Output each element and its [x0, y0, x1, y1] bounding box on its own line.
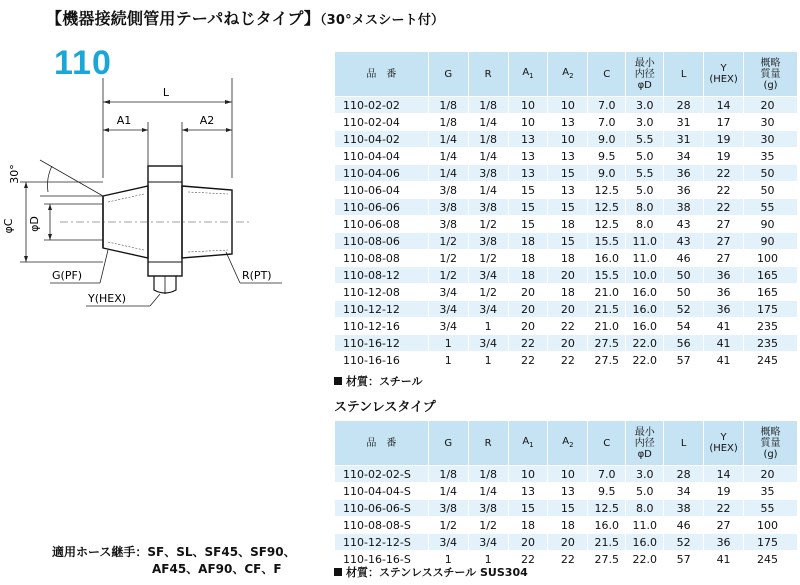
- table-cell: 1: [428, 551, 468, 568]
- table-cell: 100: [744, 517, 798, 534]
- table-cell: 9.5: [588, 148, 626, 165]
- table-cell: 16.0: [626, 301, 664, 318]
- table-cell: 31: [664, 114, 704, 131]
- table-cell: 1/4: [428, 483, 468, 500]
- table-cell: 20: [548, 301, 588, 318]
- table-cell: 3/8: [428, 216, 468, 233]
- table-cell: 13: [508, 483, 548, 500]
- table-row: [335, 466, 798, 483]
- table-cell: 22: [508, 352, 548, 369]
- table-cell: 1: [428, 335, 468, 352]
- table-row: [335, 483, 798, 500]
- table-cell: 11.0: [626, 250, 664, 267]
- table-cell: 110-16-12: [335, 335, 429, 352]
- table-row: [335, 301, 798, 318]
- header-c: C: [588, 52, 626, 97]
- table-cell: 7.0: [588, 466, 626, 483]
- table-cell: 1/8: [428, 466, 468, 483]
- dim-l-label: L: [162, 86, 170, 99]
- table-cell: 1/4: [468, 483, 508, 500]
- table-cell: 110-04-04-S: [335, 483, 429, 500]
- table-cell: 110-06-04: [335, 182, 429, 199]
- table-cell: 28: [664, 466, 704, 483]
- table-cell: 13: [508, 148, 548, 165]
- table-cell: 110-16-16-S: [335, 551, 429, 568]
- table-cell: 22: [704, 500, 744, 517]
- table-cell: 38: [664, 199, 704, 216]
- g-label: G(PF): [52, 269, 83, 282]
- table-cell: 3/8: [428, 182, 468, 199]
- header-weight: 概略 質量 (g): [744, 52, 798, 97]
- table-cell: 110-12-12-S: [335, 534, 429, 551]
- table-cell: 175: [744, 301, 798, 318]
- table-row: [335, 335, 798, 352]
- table-cell: 22: [704, 182, 744, 199]
- table-cell: 3/4: [428, 284, 468, 301]
- header-r: R: [468, 421, 508, 466]
- table-row: [335, 114, 798, 131]
- table-cell: 43: [664, 233, 704, 250]
- table-cell: 16.0: [588, 517, 626, 534]
- table-cell: 10: [508, 97, 548, 114]
- table-cell: 16.0: [588, 250, 626, 267]
- table-cell: 15: [548, 199, 588, 216]
- table-row: [335, 199, 798, 216]
- table-cell: 13: [508, 165, 548, 182]
- table-cell: 12.5: [588, 199, 626, 216]
- y-hex-label: Y(HEX): [88, 292, 127, 305]
- table-cell: 1/8: [468, 97, 508, 114]
- table-cell: 20: [548, 534, 588, 551]
- table-cell: 22: [704, 165, 744, 182]
- table-cell: 3/4: [468, 301, 508, 318]
- table-cell: 15: [508, 216, 548, 233]
- angle-label: 30°: [8, 164, 21, 184]
- table-cell: 9.5: [588, 483, 626, 500]
- table-cell: 50: [744, 165, 798, 182]
- table-cell: 13: [548, 483, 588, 500]
- table-cell: 57: [664, 352, 704, 369]
- header-d: 最小 内径 φD: [626, 52, 664, 97]
- table-cell: 1/8: [468, 466, 508, 483]
- table-cell: 16.0: [626, 534, 664, 551]
- table-cell: 110-06-06-S: [335, 500, 429, 517]
- table-cell: 3.0: [626, 97, 664, 114]
- header-y: Y (HEX): [704, 421, 744, 466]
- table-cell: 1/4: [428, 131, 468, 148]
- header-r: R: [468, 52, 508, 97]
- table-cell: 30: [744, 114, 798, 131]
- table-cell: 35: [744, 483, 798, 500]
- table-cell: 31: [664, 131, 704, 148]
- header-weight: 概略 質量 (g): [744, 421, 798, 466]
- table-cell: 28: [664, 97, 704, 114]
- table-cell: 15: [548, 165, 588, 182]
- table-cell: 18: [548, 517, 588, 534]
- phi-c-label: φC: [2, 218, 15, 234]
- table-cell: 5.0: [626, 483, 664, 500]
- table-cell: 110-04-06: [335, 165, 429, 182]
- page-title: [46, 6, 444, 29]
- table-cell: 34: [664, 148, 704, 165]
- table-row: [335, 182, 798, 199]
- table-cell: 21.0: [588, 284, 626, 301]
- table-cell: 235: [744, 335, 798, 352]
- header-d: 最小 内径 φD: [626, 421, 664, 466]
- table-row: [335, 233, 798, 250]
- table-cell: 22.0: [626, 335, 664, 352]
- table-cell: 15.5: [588, 233, 626, 250]
- table-cell: 3.0: [626, 466, 664, 483]
- table-cell: 110-12-08: [335, 284, 429, 301]
- table-row: [335, 131, 798, 148]
- header-a1: $A_1$: [508, 52, 548, 97]
- table-cell: 110-12-12: [335, 301, 429, 318]
- table-row: [335, 284, 798, 301]
- table-cell: 27.5: [588, 352, 626, 369]
- table-cell: 52: [664, 301, 704, 318]
- table-cell: 50: [664, 267, 704, 284]
- table-cell: 13: [548, 114, 588, 131]
- table-cell: 1/8: [428, 97, 468, 114]
- table-cell: 175: [744, 534, 798, 551]
- table-cell: 1/8: [428, 114, 468, 131]
- table-cell: 14: [704, 466, 744, 483]
- table-row: [335, 216, 798, 233]
- table-cell: 22: [548, 318, 588, 335]
- table-cell: 15: [508, 199, 548, 216]
- table-cell: 20: [508, 534, 548, 551]
- table-cell: 165: [744, 267, 798, 284]
- table-cell: 18: [548, 284, 588, 301]
- table-cell: 1/2: [468, 250, 508, 267]
- table-cell: 36: [704, 267, 744, 284]
- table-cell: 10: [548, 97, 588, 114]
- table-cell: 57: [664, 551, 704, 568]
- table-row: [335, 517, 798, 534]
- table-cell: 3/8: [428, 199, 468, 216]
- table-cell: 1/4: [428, 165, 468, 182]
- table-cell: 18: [548, 216, 588, 233]
- table-cell: 16.0: [626, 284, 664, 301]
- table-cell: 41: [704, 551, 744, 568]
- table-cell: 1/2: [468, 284, 508, 301]
- table-cell: 11.0: [626, 233, 664, 250]
- table-cell: 1/2: [428, 250, 468, 267]
- table-cell: 110-16-16: [335, 352, 429, 369]
- table-cell: 3/4: [468, 267, 508, 284]
- table-cell: 9.0: [588, 131, 626, 148]
- table-cell: 15: [508, 182, 548, 199]
- table-cell: 27: [704, 216, 744, 233]
- table-cell: 18: [508, 267, 548, 284]
- model-number: 110: [54, 44, 112, 82]
- table-cell: 110-06-08: [335, 216, 429, 233]
- table-cell: 7.0: [588, 97, 626, 114]
- table-cell: 110-02-02-S: [335, 466, 429, 483]
- table-cell: 10: [508, 466, 548, 483]
- table-cell: 15: [548, 233, 588, 250]
- table-cell: 52: [664, 534, 704, 551]
- table-cell: 27.5: [588, 551, 626, 568]
- table-cell: 1/2: [428, 267, 468, 284]
- table-cell: 46: [664, 517, 704, 534]
- table-cell: 34: [664, 483, 704, 500]
- table-cell: 19: [704, 483, 744, 500]
- table-cell: 5.0: [626, 182, 664, 199]
- table-cell: 3/4: [428, 534, 468, 551]
- table-cell: 55: [744, 199, 798, 216]
- table-cell: 3/4: [468, 534, 508, 551]
- table-cell: 110-08-12: [335, 267, 429, 284]
- table-cell: 1/2: [468, 517, 508, 534]
- table-cell: 22.0: [626, 551, 664, 568]
- table-cell: 21.0: [588, 318, 626, 335]
- table-cell: 235: [744, 318, 798, 335]
- header-l: L: [664, 421, 704, 466]
- table-cell: 36: [664, 165, 704, 182]
- table-cell: 1/8: [468, 131, 508, 148]
- table-cell: 110-02-02: [335, 97, 429, 114]
- table-cell: 13: [548, 148, 588, 165]
- table-cell: 13: [508, 131, 548, 148]
- table-row: [335, 534, 798, 551]
- table-cell: 1/4: [468, 182, 508, 199]
- table-cell: 20: [508, 301, 548, 318]
- table-row: [335, 165, 798, 182]
- table-cell: 22: [508, 551, 548, 568]
- table-cell: 100: [744, 250, 798, 267]
- table-header-row: [335, 421, 798, 466]
- table-cell: 22: [548, 551, 588, 568]
- table-cell: 245: [744, 551, 798, 568]
- table-cell: 110-08-06: [335, 233, 429, 250]
- table-row: [335, 352, 798, 369]
- table-row: [335, 250, 798, 267]
- header-g: G: [428, 52, 468, 97]
- table-cell: 43: [664, 216, 704, 233]
- table-cell: 10.0: [626, 267, 664, 284]
- table-cell: 20: [548, 335, 588, 352]
- table-cell: 1/2: [428, 517, 468, 534]
- table-cell: 8.0: [626, 216, 664, 233]
- table-cell: 9.0: [588, 165, 626, 182]
- phi-d-label: φD: [28, 216, 41, 232]
- stainless-material-note: 材質：ステンレススチール SUS304: [334, 564, 528, 580]
- usage-line-2: AF45、AF90、CF、F: [152, 562, 282, 576]
- table-cell: 3/8: [468, 233, 508, 250]
- table-cell: 17: [704, 114, 744, 131]
- table-cell: 18: [508, 517, 548, 534]
- header-g: G: [428, 421, 468, 466]
- table-cell: 1: [428, 352, 468, 369]
- table-cell: 50: [744, 182, 798, 199]
- table-cell: 15.5: [588, 267, 626, 284]
- table-cell: 5.0: [626, 148, 664, 165]
- steel-spec-table: [334, 51, 798, 369]
- header-part: 品 番: [335, 52, 429, 97]
- table-header-row: [335, 52, 798, 97]
- table-cell: 18: [508, 233, 548, 250]
- table-cell: 27: [704, 517, 744, 534]
- fitting-drawing: [0, 78, 330, 328]
- table-cell: 10: [548, 131, 588, 148]
- table-cell: 15: [508, 500, 548, 517]
- table-cell: 22: [704, 199, 744, 216]
- table-cell: 110-08-08-S: [335, 517, 429, 534]
- table-cell: 8.0: [626, 500, 664, 517]
- table-cell: 41: [704, 352, 744, 369]
- table-cell: 3.0: [626, 114, 664, 131]
- table-cell: 5.5: [626, 131, 664, 148]
- table-cell: 41: [704, 318, 744, 335]
- table-cell: 20: [744, 466, 798, 483]
- steel-material-note: 材質：スチール: [334, 373, 423, 389]
- table-cell: 1/4: [468, 114, 508, 131]
- table-cell: 35: [744, 148, 798, 165]
- table-cell: 110-06-06: [335, 199, 429, 216]
- table-cell: 19: [704, 148, 744, 165]
- table-cell: 54: [664, 318, 704, 335]
- table-cell: 18: [548, 250, 588, 267]
- table-cell: 245: [744, 352, 798, 369]
- table-cell: 165: [744, 284, 798, 301]
- stainless-title: ステンレスタイプ: [334, 400, 436, 415]
- table-cell: 3/8: [468, 199, 508, 216]
- table-cell: 15: [548, 500, 588, 517]
- table-cell: 22.0: [626, 352, 664, 369]
- table-cell: 13: [548, 182, 588, 199]
- header-part: 品 番: [335, 421, 429, 466]
- table-cell: 110-04-02: [335, 131, 429, 148]
- table-cell: 12.5: [588, 500, 626, 517]
- table-cell: 18: [508, 250, 548, 267]
- header-a2: $A_2$: [548, 421, 588, 466]
- table-cell: 3/8: [428, 500, 468, 517]
- applicable-hose-fittings: [52, 544, 296, 578]
- table-row: [335, 267, 798, 284]
- table-cell: 10: [508, 114, 548, 131]
- table-row: [335, 500, 798, 517]
- table-cell: 56: [664, 335, 704, 352]
- table-cell: 5.5: [626, 165, 664, 182]
- table-row: [335, 97, 798, 114]
- title-sub: （30°メスシート付）: [319, 13, 445, 28]
- table-cell: 1: [468, 318, 508, 335]
- table-cell: 20: [508, 318, 548, 335]
- table-cell: 20: [508, 284, 548, 301]
- header-a2: $A_2$: [548, 52, 588, 97]
- table-cell: 50: [664, 284, 704, 301]
- r-label: R(PT): [242, 269, 272, 282]
- table-cell: 27: [704, 233, 744, 250]
- table-cell: 1/2: [468, 216, 508, 233]
- table-cell: 3/8: [468, 165, 508, 182]
- header-l: L: [664, 52, 704, 97]
- table-cell: 46: [664, 250, 704, 267]
- table-cell: 110-08-08: [335, 250, 429, 267]
- table-cell: 41: [704, 335, 744, 352]
- stainless-spec-table: [334, 420, 798, 568]
- dim-a2-label: A2: [199, 114, 215, 127]
- table-cell: 90: [744, 233, 798, 250]
- table-cell: 3/4: [428, 301, 468, 318]
- table-cell: 7.0: [588, 114, 626, 131]
- table-cell: 36: [704, 301, 744, 318]
- table-cell: 1/2: [428, 233, 468, 250]
- table-cell: 38: [664, 500, 704, 517]
- table-cell: 3/4: [428, 318, 468, 335]
- title-main: 【機器接続側管用テーパねじタイプ】: [46, 9, 320, 28]
- table-cell: 16.0: [626, 318, 664, 335]
- table-cell: 19: [704, 131, 744, 148]
- table-cell: 55: [744, 500, 798, 517]
- table-row: [335, 318, 798, 335]
- table-cell: 3/8: [468, 500, 508, 517]
- table-cell: 1: [468, 352, 508, 369]
- table-row: [335, 148, 798, 165]
- table-cell: 1: [468, 551, 508, 568]
- table-cell: 8.0: [626, 199, 664, 216]
- table-cell: 36: [664, 182, 704, 199]
- header-y: Y (HEX): [704, 52, 744, 97]
- table-cell: 3/4: [468, 335, 508, 352]
- table-cell: 1/4: [428, 148, 468, 165]
- table-cell: 10: [548, 466, 588, 483]
- table-cell: 36: [704, 534, 744, 551]
- table-cell: 22: [508, 335, 548, 352]
- table-cell: 36: [704, 284, 744, 301]
- table-cell: 21.5: [588, 534, 626, 551]
- table-cell: 110-12-16: [335, 318, 429, 335]
- table-cell: 12.5: [588, 182, 626, 199]
- table-cell: 21.5: [588, 301, 626, 318]
- table-cell: 110-04-04: [335, 148, 429, 165]
- header-c: C: [588, 421, 626, 466]
- table-cell: 20: [548, 267, 588, 284]
- table-cell: 27: [704, 250, 744, 267]
- table-cell: 20: [744, 97, 798, 114]
- usage-line-1: 適用ホース継手：SF、SL、SF45、SF90、: [52, 545, 296, 559]
- table-cell: 11.0: [626, 517, 664, 534]
- table-cell: 27.5: [588, 335, 626, 352]
- header-a1: $A_1$: [508, 421, 548, 466]
- table-cell: 110-02-04: [335, 114, 429, 131]
- dim-a1-label: A1: [116, 114, 132, 127]
- table-cell: 30: [744, 131, 798, 148]
- table-cell: 14: [704, 97, 744, 114]
- table-cell: 12.5: [588, 216, 626, 233]
- table-cell: 22: [548, 352, 588, 369]
- table-cell: 90: [744, 216, 798, 233]
- table-cell: 1/4: [468, 148, 508, 165]
